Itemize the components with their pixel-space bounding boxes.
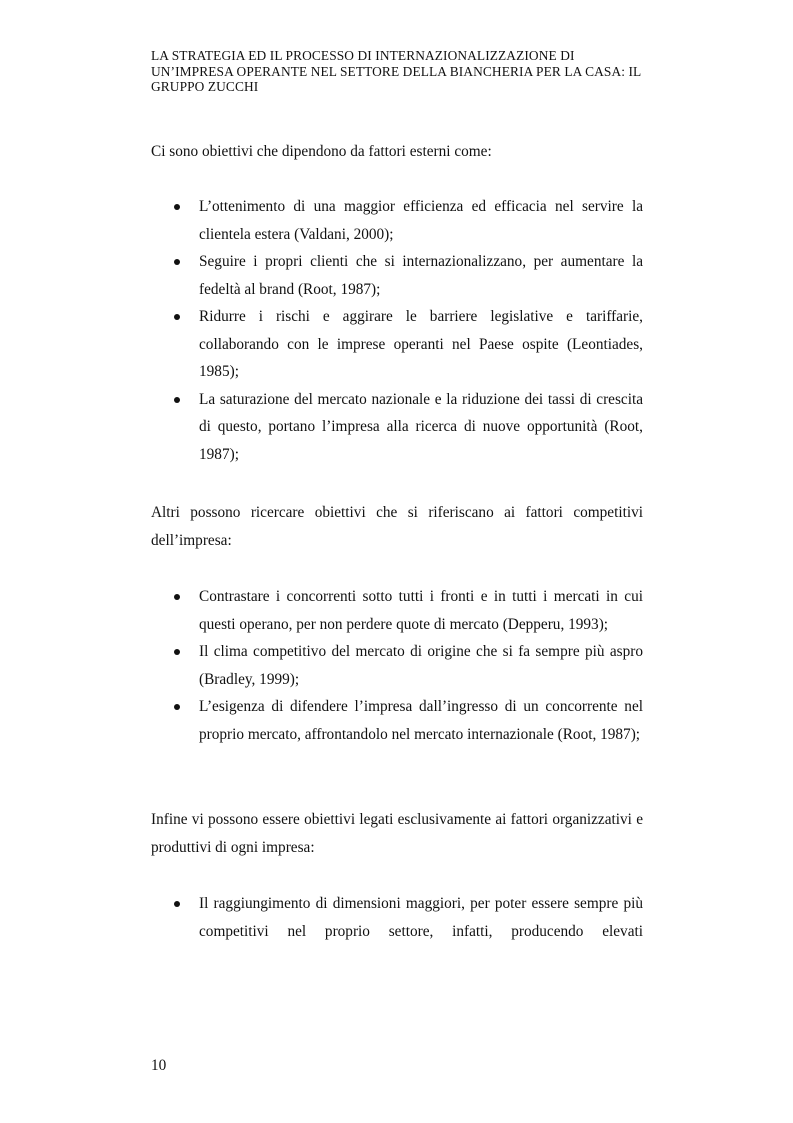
list-item — [151, 248, 643, 303]
list-item — [151, 890, 643, 945]
list-item-text: Contrastare i concorrenti sotto tutti i fronti e in tutti i mercati in cui questi operano, per non perdere quote di mercato (Depperu, 1993); — [199, 588, 643, 633]
bullet-icon — [174, 397, 180, 403]
list-item — [151, 638, 643, 693]
bullet-list-competitive — [151, 583, 643, 748]
bullet-icon — [174, 594, 180, 600]
bullet-icon — [174, 204, 180, 210]
list-item-text: Ridurre i rischi e aggirare le barriere legislative e tariffarie, collaborando con le imprese operanti nel Paese ospite (Leontiades, 1985); — [199, 308, 643, 380]
list-item — [151, 693, 643, 748]
bullet-icon — [174, 649, 180, 655]
page-number: 10 — [151, 1057, 167, 1074]
list-item-text: L’ottenimento di una maggior efficienza ed efficacia nel servire la clientela estera (Valdani, 2000); — [199, 198, 643, 243]
list-item-text: Il raggiungimento di dimensioni maggiori, per poter essere sempre più competitivi nel proprio settore, infatti, producendo elevati — [199, 895, 643, 940]
list-item-text: Il clima competitivo del mercato di origine che si fa sempre più aspro (Bradley, 1999); — [199, 643, 643, 688]
list-item — [151, 303, 643, 386]
bullet-icon — [174, 901, 180, 907]
paragraph-intro-competitive: Altri possono ricercare obiettivi che si riferiscano ai fattori competitivi dell’impresa: — [151, 504, 643, 549]
bullet-list-external — [151, 193, 643, 468]
bullet-icon — [174, 259, 180, 265]
list-item — [151, 193, 643, 248]
paragraph-intro-external: Ci sono obiettivi che dipendono da fattori esterni come: — [151, 143, 492, 160]
running-header: LA STRATEGIA ED IL PROCESSO DI INTERNAZIONALIZZAZIONE DI UN’IMPRESA OPERANTE NEL SETTORE DELLA BIANCHERIA PER LA CASA: IL GRUPPO ZUCCHI — [151, 48, 641, 94]
list-item-text: Seguire i propri clienti che si internazionalizzano, per aumentare la fedeltà al brand (Root, 1987); — [199, 253, 643, 298]
list-item — [151, 386, 643, 469]
bullet-icon — [174, 704, 180, 710]
list-item-text: La saturazione del mercato nazionale e la riduzione dei tassi di crescita di questo, portano l’impresa alla ricerca di nuove opportunità (Root, 1987); — [199, 390, 643, 463]
list-item-text: L’esigenza di difendere l’impresa dall’ingresso di un concorrente nel proprio mercato, affrontandolo nel mercato internazionale (Root, 1987); — [199, 698, 643, 743]
paragraph-intro-organizational: Infine vi possono essere obiettivi legati esclusivamente ai fattori organizzativi e produttivi di ogni impresa: — [151, 811, 643, 856]
bullet-list-organizational — [151, 890, 643, 945]
list-item — [151, 583, 643, 638]
bullet-icon — [174, 314, 180, 320]
